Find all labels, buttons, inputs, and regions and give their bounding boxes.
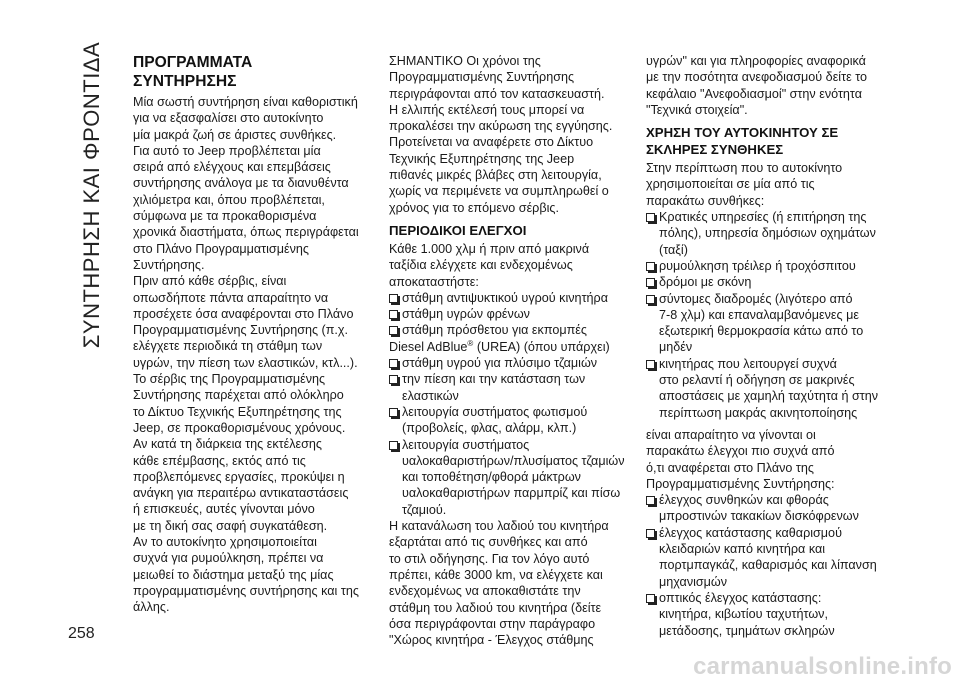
column-1 xyxy=(133,53,375,616)
section-heading-maintenance-programs: ΠΡΟΓΡΑΜΜΑΤΑ ΣΥΝΤΗΡΗΣΗΣ xyxy=(133,54,253,90)
list-item: στάθμη αντιψυκτικού υγρού κινητήρα xyxy=(389,290,631,306)
paragraph: Αν το αυτοκίνητο χρησιμοποιείται συχνά για ρυμούλκηση, πρέπει να μειωθεί το διάστημα μεταξύ της μίας προγραμματισμένης συντήρησης και της άλλης. xyxy=(133,535,359,615)
paragraph: Μία σωστή συντήρηση είναι καθοριστική για να εξασφαλίσει στο αυτοκίνητο μία μακρά ζωή σε άριστες συνθήκες. Για αυτό το Jeep προβλέπεται μία σειρά από ελέγχους και επεμβάσεις συντήρησης ανάλογα με τα διανυθέντα χιλιόμετρα και, όπου προβλέπεται, σύμφωνα με τα προκαθορισμένα χρονικά διαστήματα, όπως περιγράφεται στο Πλάνο Προγραμματισμένης Συντήρησης. xyxy=(133,95,359,272)
conditions-list xyxy=(646,209,888,421)
list-item: λειτουργία συστήματος φωτισμού (προβολείς, φλας, αλάρμ, κλπ.) xyxy=(389,404,631,437)
checkbox-bullet-icon xyxy=(389,408,398,417)
list-item: έλεγχος συνθηκών και φθοράς μπροστινών τακακίων δισκόφρενων xyxy=(646,492,888,525)
list-item: έλεγχος κατάστασης καθαρισμού κλειδαριών καπό κινητήρα και πορτμπαγκάζ, καθαρισμός και λίπανση μηχανισμών xyxy=(646,525,888,590)
chapter-side-title-text: ΣΥΝΤΗΡΗΣΗ ΚΑΙ ΦΡΟΝΤΙΔΑ xyxy=(79,41,104,349)
list-item: Κρατικές υπηρεσίες (ή επιτήρηση της πόλης), υπηρεσία δημόσιων οχημάτων (ταξί) xyxy=(646,209,888,258)
list-item: δρόμοι με σκόνη xyxy=(646,274,888,290)
list-item: την πίεση και την κατάσταση των ελαστικών xyxy=(389,371,631,404)
section-heading-severe-conditions: ΧΡΗΣΗ ΤΟΥ ΑΥΤΟΚΙΝΗΤΟΥ ΣΕ ΣΚΛΗΡΕΣ ΣΥΝΘΗΚΕΣ xyxy=(646,125,839,158)
checkbox-bullet-icon xyxy=(646,594,655,603)
checkbox-bullet-icon xyxy=(389,294,398,303)
checkbox-bullet-icon xyxy=(646,529,655,538)
checkbox-bullet-icon xyxy=(646,262,655,271)
list-item: κινητήρας που λειτουργεί συχνά στο ρελαντί ή οδήγηση σε μακρινές αποστάσεις με χαμηλή ταχύτητα ή στην περίπτωση μακράς ακινητοποίησης xyxy=(646,356,888,421)
watermark: carmanualsonline.info xyxy=(693,653,952,680)
checkbox-bullet-icon xyxy=(646,213,655,222)
list-item: στάθμη πρόσθετου για εκπομπές xyxy=(389,322,631,338)
list-item: λειτουργία συστήματος υαλοκαθαριστήρων/πλυσίματος τζαμιών και τοποθέτηση/φθορά μάκτρων υαλοκαθαριστήρων παρμπρίζ και πίσω τζαμιού. xyxy=(389,437,631,518)
page-number: 258 xyxy=(68,625,95,642)
paragraph-important-note: ΣΗΜΑΝΤΙΚΟ Οι χρόνοι της Προγραμματισμένης Συντήρησης περιγράφονται από τον κατασκευαστή. Η ελλιπής εκτέλεσή τους μπορεί να προκαλέσει την ακύρωση της εγγύησης. Προτείνεται να αναφέρετε στο Δίκτυο Τεχνικής Εξυπηρέτησης της Jeep πιθανές μικρές βλάβες στη λειτουργία, χωρίς να περιμένετε να συμπληρωθεί ο χρόνος για το επόμενο σέρβις. xyxy=(389,54,613,215)
list-item: στάθμη υγρού για πλύσιμο τζαμιών xyxy=(389,355,631,371)
checklist xyxy=(389,290,631,518)
paragraph: Η κατανάλωση του λαδιού του κινητήρα εξαρτάται από τις συνθήκες και από το στιλ οδήγησης. Για τον λόγο αυτό πρέπει, κάθε 3000 km, να ελέγχετε και ενδεχομένως να αποκαθιστάτε την στάθμη του λαδιού του κινητήρα (δείτε όσα περιγράφονται στην παράγραφο "Χώρος κινητήρα - Έλεγχος στάθμης xyxy=(389,519,609,648)
column-3 xyxy=(646,53,888,639)
list-item: ρυμούλκηση τρέιλερ ή τροχόσπιτου xyxy=(646,258,888,274)
paragraph: υγρών" και για πληροφορίες αναφορικά με την ποσότητα ανεφοδιασμού δείτε το κεφάλαιο "Ανεφοδιασμοί" στην ενότητα "Τεχνικά στοιχεία". xyxy=(646,54,867,117)
list-item: σύντομες διαδρομές (λιγότερο από 7-8 χλμ) και επαναλαμβανόμενες με εξωτερική θερμοκρασία κάτω από το μηδέν xyxy=(646,291,888,356)
list-item-continuation: Diesel AdBlue® (UREA) (όπου υπάρχει) xyxy=(389,338,610,354)
checks-list xyxy=(646,492,888,639)
list-item: οπτικός έλεγχος κατάστασης: κινητήρα, κιβωτίου ταχυτήτων, μετάδοσης, τμημάτων σκληρών xyxy=(646,590,888,639)
paragraph: είναι απαραίτητο να γίνονται οι παρακάτω έλεγχοι πιο συχνά από ό,τι αναφέρεται στο Πλάνο της Προγραμματισμένης Συντήρησης: xyxy=(646,427,835,491)
checkbox-bullet-icon xyxy=(646,360,655,369)
section-heading-periodic-checks: ΠΕΡΙΟΔΙΚΟΙ ΕΛΕΓΧΟΙ xyxy=(389,222,527,238)
paragraph: Πριν από κάθε σέρβις, είναι οπωσδήποτε πάντα απαραίτητο να προσέχετε όσα αναφέρονται στο Πλάνο Προγραμματισμένης Συντήρησης (π.χ. ελέγχετε περιοδικά τη στάθμη των υγρών, την πίεση των ελαστικών, κτλ...). xyxy=(133,274,358,370)
paragraph: Το σέρβις της Προγραμματισμένης Συντήρησης παρέχεται από ολόκληρο το Δίκτυο Τεχνικής Εξυπηρέτησης της Jeep, σε προκαθορισμένους χρόνους. Αν κατά τη διάρκεια της εκτέλεσης κάθε επέμβασης, εκτός από τις προβλεπόμενες εργασίες, προκύψει η ανάγκη για περαιτέρω αντικαταστάσεις ή επισκευές, αυτές γίνονται μόνο με τη δική σας σαφή συγκατάθεση. xyxy=(133,372,349,533)
checkbox-bullet-icon xyxy=(389,375,398,384)
checkbox-bullet-icon xyxy=(646,278,655,287)
paragraph: Κάθε 1.000 χλμ ή πριν από μακρινά ταξίδια ελέγχετε και ενδεχομένως αποκαταστήστε: xyxy=(389,241,590,289)
checkbox-bullet-icon xyxy=(389,310,398,319)
checkbox-bullet-icon xyxy=(389,326,398,335)
column-2 xyxy=(389,53,631,648)
chapter-side-title xyxy=(72,40,112,350)
checkbox-bullet-icon xyxy=(646,295,655,304)
checkbox-bullet-icon xyxy=(646,496,655,505)
checkbox-bullet-icon xyxy=(389,441,398,450)
paragraph: Στην περίπτωση που το αυτοκίνητο χρησιμοποιείται σε μία από τις παρακάτω συνθήκες: xyxy=(646,161,843,208)
list-item: στάθμη υγρών φρένων xyxy=(389,306,631,322)
checkbox-bullet-icon xyxy=(389,359,398,368)
